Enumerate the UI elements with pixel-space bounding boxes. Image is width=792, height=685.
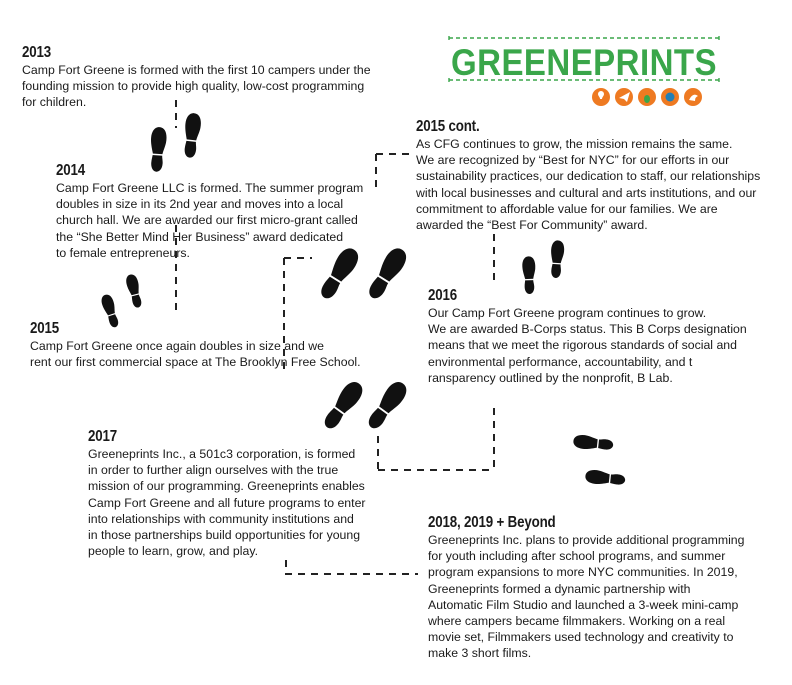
entry-text-line: Camp Fort Greene is formed with the first 10 campers under the bbox=[22, 63, 371, 77]
entry-year: 2017 bbox=[88, 428, 117, 445]
greeneprints-logo bbox=[443, 34, 725, 110]
entry-text-line: Greeneprints formed a dynamic partnership with bbox=[428, 581, 691, 596]
timeline-entry-2015-cont bbox=[416, 118, 776, 233]
entry-text-line: Greeneprints Inc. plans to provide additional programming bbox=[428, 533, 745, 547]
entry-text-line: to female entrepreneurs. bbox=[56, 245, 190, 260]
entry-text-line: into relationships with community institutions and bbox=[88, 511, 354, 526]
path-segment-2018 bbox=[286, 560, 418, 574]
entry-text-line: program expansions to more NYC communities. In 2019, bbox=[428, 565, 738, 580]
entry-year: 2016 bbox=[428, 287, 457, 304]
entry-text-line: rent our first commercial space at The Brooklyn Free School. bbox=[30, 355, 361, 370]
entry-text-line: movie set, Filmmakers used technology and creativity to bbox=[428, 630, 734, 645]
entry-text-line: with local businesses and cultural and arts institutions, and our bbox=[416, 185, 757, 200]
footprints-2017 bbox=[573, 434, 626, 487]
footprint-right-icon bbox=[549, 240, 565, 278]
entry-year: 2014 bbox=[56, 162, 85, 179]
entry-text-line: Camp Fort Greene LLC is formed. The summer program bbox=[56, 181, 364, 195]
footprint-upper-icon bbox=[573, 434, 614, 452]
entry-text-line: Camp Fort Greene and all future programs to enter bbox=[88, 495, 366, 510]
logo-graphic bbox=[443, 34, 725, 110]
entry-text-line: We are awarded B-Corps status. This B Corps designation bbox=[428, 322, 747, 337]
entry-text-line: church hall. We are awarded our first micro-grant called bbox=[56, 213, 358, 228]
entry-text-line: Greeneprints Inc., a 501c3 corporation, is formed bbox=[88, 447, 356, 461]
footprint-left-icon bbox=[320, 378, 367, 433]
entry-text-line: founding mission to provide high quality, low-cost programming bbox=[22, 79, 365, 94]
entry-text-line: sustainability practices, our dedication to staff, our relationships bbox=[416, 169, 761, 184]
entry-text-line: in order to further align ourselves with the true bbox=[88, 463, 339, 478]
entry-year: 2015 cont. bbox=[416, 118, 480, 135]
timeline-entry-2017 bbox=[88, 428, 388, 559]
timeline-entry-2015 bbox=[30, 320, 380, 370]
entry-text-line: environmental performance, accountability, and t bbox=[428, 354, 693, 369]
entry-year: 2015 bbox=[30, 320, 59, 337]
entry-text-line: means that we meet the rigorous standards of social and bbox=[428, 338, 737, 353]
footprint-right-icon bbox=[125, 273, 145, 309]
logo-wordmark: GREENEPRINTS bbox=[451, 42, 717, 83]
entry-text-line: mission of our programming. Greeneprints enables bbox=[88, 479, 365, 494]
entry-text-line: We are recognized by “Best for NYC” for our efforts in our bbox=[416, 153, 730, 168]
timeline-entry-2013 bbox=[22, 44, 402, 111]
entry-text-line: in those partnerships build opportunities for young bbox=[88, 528, 361, 543]
logo-icons bbox=[592, 88, 702, 106]
entry-text-line: awarded the “Best For Community” award. bbox=[416, 218, 648, 233]
footprint-right-icon bbox=[182, 112, 202, 158]
entry-text-line: make 3 short films. bbox=[428, 646, 532, 661]
entry-text-line: the “She Better Mind Her Business” award dedicated bbox=[56, 229, 344, 244]
footprint-right-icon bbox=[364, 245, 410, 303]
entry-text-line: for children. bbox=[22, 95, 87, 110]
footprint-lower-icon bbox=[585, 469, 626, 487]
entry-year: 2018, 2019 + Beyond bbox=[428, 514, 556, 531]
timeline-entry-2018-beyond bbox=[428, 514, 778, 662]
entry-text-line: for youth including after school programs, and summer bbox=[428, 549, 726, 564]
entry-text-line: As CFG continues to grow, the mission remains the same. bbox=[416, 137, 733, 151]
entry-text-line: Our Camp Fort Greene program continues to grow. bbox=[428, 306, 707, 320]
entry-text-line: Camp Fort Greene once again doubles in size and we bbox=[30, 339, 324, 353]
timeline-entry-2014 bbox=[56, 162, 366, 261]
entry-text-line: commitment to affordable value for our families. We are bbox=[416, 201, 718, 216]
entry-text-line: people to learn, grow, and play. bbox=[88, 544, 258, 559]
timeline-entry-2016 bbox=[428, 287, 778, 386]
entry-text-line: Automatic Film Studio and launched a 3-week mini-camp bbox=[428, 597, 739, 612]
entry-text-line: ransparency outlined by the nonprofit, B Lab. bbox=[428, 370, 673, 385]
entry-text-line: doubles in size in its 2nd year and moves into a local bbox=[56, 197, 344, 212]
entry-text-line: where campers became filmmakers. Working on a real bbox=[428, 614, 726, 629]
entry-year: 2013 bbox=[22, 44, 51, 61]
footprints-2016 bbox=[320, 378, 411, 433]
footprint-right-icon bbox=[364, 378, 411, 433]
